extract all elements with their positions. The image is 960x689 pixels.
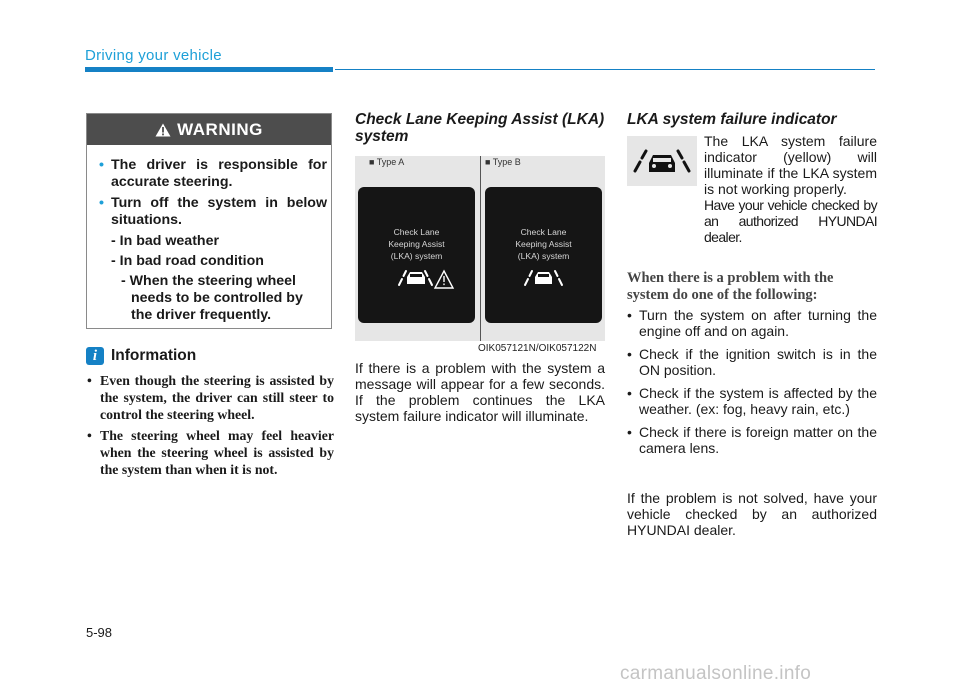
watermark: carmanualsonline.info bbox=[620, 663, 812, 684]
failure-steps-list bbox=[627, 307, 877, 463]
failure-indicator-title: LKA system failure indicator bbox=[627, 111, 837, 128]
type-a-label: ■ Type A bbox=[369, 157, 405, 167]
display-line: Check Lane bbox=[520, 227, 567, 237]
lka-symbol-icon bbox=[485, 187, 602, 323]
warning-situation: - When the steering wheel needs to be controlled by the driver frequently. bbox=[121, 273, 303, 323]
failure-intro-dealer: Have your vehicle checked by an authorized HYUNDAI dealer. bbox=[704, 197, 877, 245]
type-a-display bbox=[358, 187, 475, 323]
info-icon: i bbox=[86, 347, 104, 365]
display-line: Keeping Assist bbox=[388, 239, 445, 249]
figure-caption: OIK057121N/OIK057122N bbox=[478, 343, 597, 354]
figure-divider bbox=[480, 156, 481, 341]
display-line: (LKA) system bbox=[390, 251, 443, 261]
section-title: Driving your vehicle bbox=[85, 47, 222, 64]
page-number: 5-98 bbox=[86, 625, 113, 640]
header-bar bbox=[85, 67, 333, 72]
check-lka-body: If there is a problem with the system a message will appear for a few seconds. If the problem continues the LKA system failure indicator will illuminate. bbox=[355, 360, 605, 424]
warning-situation: - In bad road condition bbox=[111, 253, 264, 269]
display-line: Keeping Assist bbox=[515, 239, 572, 249]
warning-triangle-icon bbox=[155, 123, 171, 137]
lka-failure-indicator-icon bbox=[627, 136, 697, 186]
failure-step: • Check if the ignition switch is in the ON position. bbox=[627, 346, 877, 378]
display-line: Check Lane bbox=[393, 227, 440, 237]
failure-step: • Turn the system on after turning the engine off and on again. bbox=[627, 307, 877, 339]
failure-intro-text: The LKA system failure indicator (yellow) will illuminate if the LKA system is not working properly. bbox=[704, 133, 877, 197]
warning-list bbox=[101, 157, 327, 324]
information-list bbox=[86, 372, 334, 482]
warning-title: WARNING bbox=[177, 119, 263, 139]
cluster-display-figure bbox=[355, 156, 605, 341]
lka-warning-symbol-icon bbox=[358, 187, 475, 323]
display-line: (LKA) system bbox=[517, 251, 570, 261]
information-item: • Even though the steering is assisted by the system, the driver can still steer to control the steering wheel. bbox=[86, 372, 334, 423]
information-item: • The steering wheel may feel heavier when the steering wheel is assisted by the system than when it is not. bbox=[86, 427, 334, 478]
warning-situation: - In bad weather bbox=[111, 233, 219, 249]
failure-intro bbox=[704, 133, 877, 245]
warning-item: • Turn off the system in below situations. bbox=[101, 195, 327, 229]
header-rule bbox=[335, 69, 875, 70]
failure-step: • Check if the system is affected by the weather. (ex: fog, heavy rain, etc.) bbox=[627, 385, 877, 417]
warning-header bbox=[87, 114, 331, 145]
warning-box bbox=[86, 113, 332, 329]
check-lka-title: Check Lane Keeping Assist (LKA) system bbox=[355, 111, 605, 145]
failure-final-note: If the problem is not solved, have your vehicle checked by an authorized HYUNDAI dealer. bbox=[627, 490, 877, 538]
information-title: Information bbox=[111, 347, 197, 364]
type-b-label: ■ Type B bbox=[485, 157, 521, 167]
failure-step: • Check if there is foreign matter on the camera lens. bbox=[627, 424, 877, 456]
type-b-display bbox=[485, 187, 602, 323]
warning-item: • The driver is responsible for accurate steering. bbox=[101, 157, 327, 191]
failure-subheading: When there is a problem with the system do one of the following: bbox=[627, 270, 834, 303]
